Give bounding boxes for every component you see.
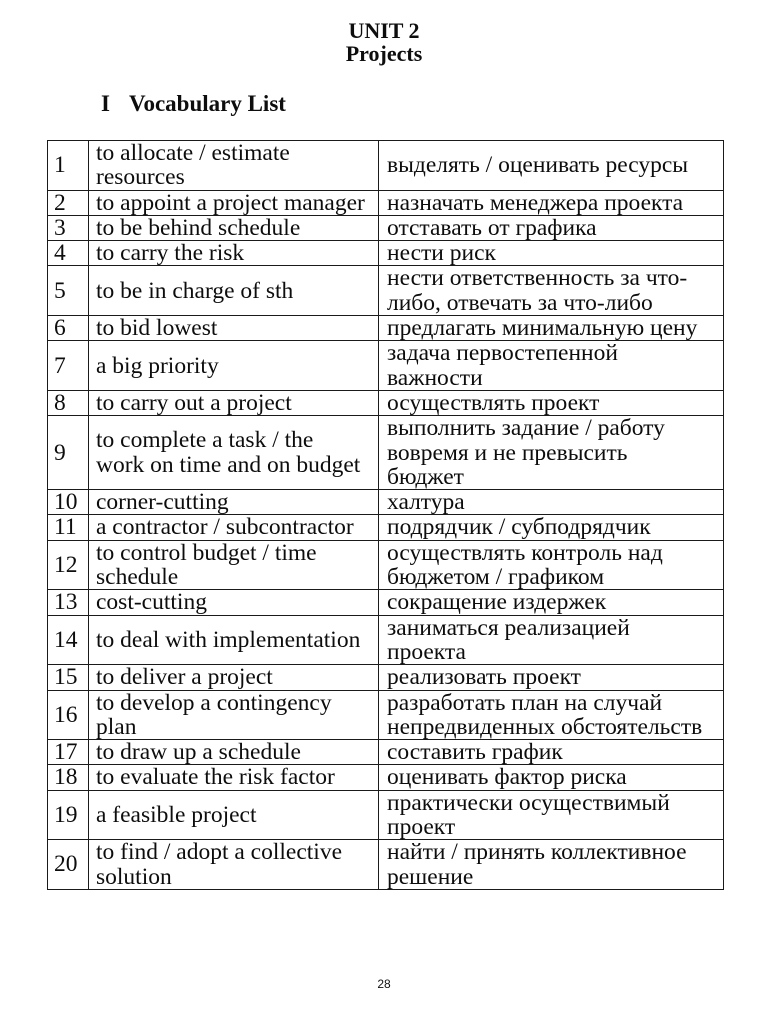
russian-translation-line: проекта xyxy=(387,638,466,665)
english-term-line: to deliver a project xyxy=(96,664,273,691)
unit-title: UNIT 2 xyxy=(348,18,420,43)
row-number: 19 xyxy=(54,801,78,828)
english-term-line: work on time and on budget xyxy=(96,451,361,478)
russian-translation-line: либо, отвечать за что-либо xyxy=(387,289,653,316)
english-term-line: a feasible project xyxy=(96,801,257,828)
russian-translation-line: выделять / оценивать ресурсы xyxy=(387,152,689,179)
english-term-cell xyxy=(89,390,379,415)
table-row xyxy=(48,490,724,515)
russian-translation-line: назначать менеджера проекта xyxy=(387,189,684,216)
table-row xyxy=(48,765,724,790)
english-term-cell xyxy=(89,341,379,391)
section-title: Vocabulary List xyxy=(128,91,286,116)
row-number-cell xyxy=(48,190,89,215)
russian-translation-cell xyxy=(379,690,724,740)
row-number: 10 xyxy=(54,489,78,516)
row-number: 13 xyxy=(54,589,78,616)
row-number: 18 xyxy=(54,764,78,791)
russian-translation-line: бюджет xyxy=(387,463,464,490)
row-number-cell xyxy=(48,416,89,490)
english-term-line: a contractor / subcontractor xyxy=(96,514,354,541)
row-number-cell xyxy=(48,215,89,240)
russian-translation-cell xyxy=(379,266,724,316)
row-number: 7 xyxy=(54,352,66,379)
english-term-line: cost-cutting xyxy=(96,589,207,616)
english-term-cell xyxy=(89,765,379,790)
russian-translation-line: выполнить задание / работу xyxy=(387,415,665,442)
russian-translation-line: найти / принять коллективное xyxy=(387,839,687,866)
table-row xyxy=(48,615,724,665)
table-row xyxy=(48,241,724,266)
section-number: I xyxy=(101,91,110,116)
table-row xyxy=(48,215,724,240)
english-term-cell xyxy=(89,190,379,215)
russian-translation-line: нести риск xyxy=(387,240,496,267)
english-term-line: to draw up a schedule xyxy=(96,739,301,766)
russian-translation-cell xyxy=(379,590,724,615)
page-number: 28 xyxy=(377,977,391,991)
russian-translation-line: сокращение издержек xyxy=(387,589,607,616)
table-row xyxy=(48,141,724,191)
table-row xyxy=(48,390,724,415)
row-number: 3 xyxy=(54,214,66,241)
row-number: 2 xyxy=(54,189,66,216)
row-number: 4 xyxy=(54,240,66,267)
russian-translation-cell xyxy=(379,790,724,840)
russian-translation-line: решение xyxy=(387,863,474,890)
russian-translation-line: разработать план на случай xyxy=(387,689,663,716)
row-number: 8 xyxy=(54,389,66,416)
russian-translation-line: подрядчик / субподрядчик xyxy=(387,514,651,541)
russian-translation-line: реализовать проект xyxy=(387,664,581,691)
english-term-line: to control budget / time xyxy=(96,539,317,566)
row-number: 15 xyxy=(54,664,78,691)
english-term-cell xyxy=(89,490,379,515)
russian-translation-cell xyxy=(379,190,724,215)
row-number-cell xyxy=(48,266,89,316)
english-term-cell xyxy=(89,790,379,840)
english-term-cell xyxy=(89,690,379,740)
english-term-cell xyxy=(89,241,379,266)
russian-translation-cell xyxy=(379,740,724,765)
english-term-line: plan xyxy=(96,713,137,740)
row-number-cell xyxy=(48,390,89,415)
row-number: 1 xyxy=(54,152,66,179)
row-number-cell xyxy=(48,590,89,615)
russian-translation-cell xyxy=(379,490,724,515)
table-row xyxy=(48,540,724,590)
english-term-cell xyxy=(89,840,379,890)
english-term-line: to be behind schedule xyxy=(96,214,301,241)
row-number-cell xyxy=(48,540,89,590)
row-number-cell xyxy=(48,665,89,690)
table-row xyxy=(48,416,724,490)
english-term-cell xyxy=(89,590,379,615)
russian-translation-line: практически осуществимый xyxy=(387,789,670,816)
row-number-cell xyxy=(48,515,89,540)
row-number: 16 xyxy=(54,701,78,728)
row-number-cell xyxy=(48,690,89,740)
english-term-line: to appoint a project manager xyxy=(96,189,365,216)
english-term-line: to carry out a project xyxy=(96,389,292,416)
english-term-cell xyxy=(89,266,379,316)
english-term-line: to develop a contingency xyxy=(96,689,332,716)
english-term-line: to be in charge of sth xyxy=(96,277,294,304)
row-number-cell xyxy=(48,141,89,191)
vocabulary-table xyxy=(47,140,724,890)
row-number-cell xyxy=(48,341,89,391)
english-term-cell xyxy=(89,540,379,590)
russian-translation-line: составить график xyxy=(387,739,563,766)
table-row xyxy=(48,341,724,391)
table-row xyxy=(48,316,724,341)
russian-translation-cell xyxy=(379,416,724,490)
row-number: 6 xyxy=(54,315,66,342)
russian-translation-cell xyxy=(379,540,724,590)
row-number-cell xyxy=(48,316,89,341)
english-term-line: solution xyxy=(96,863,172,890)
english-term-line: to complete a task / the xyxy=(96,427,314,454)
russian-translation-cell xyxy=(379,341,724,391)
table-row xyxy=(48,840,724,890)
russian-translation-line: оценивать фактор риска xyxy=(387,764,627,791)
row-number: 14 xyxy=(54,626,78,653)
english-term-cell xyxy=(89,316,379,341)
english-term-line: to carry the risk xyxy=(96,240,245,267)
english-term-cell xyxy=(89,515,379,540)
english-term-line: to allocate / estimate xyxy=(96,140,290,166)
row-number-cell xyxy=(48,490,89,515)
russian-translation-line: заниматься реализацией xyxy=(387,614,630,641)
table-row xyxy=(48,665,724,690)
english-term-line: corner-cutting xyxy=(96,489,229,516)
russian-translation-line: вовремя и не превысить xyxy=(387,439,628,466)
russian-translation-line: предлагать минимальную цену xyxy=(387,315,698,342)
row-number-cell xyxy=(48,740,89,765)
table-row xyxy=(48,740,724,765)
russian-translation-line: непредвиденных обстоятельств xyxy=(387,713,703,740)
english-term-cell xyxy=(89,665,379,690)
table-row xyxy=(48,515,724,540)
russian-translation-cell xyxy=(379,515,724,540)
english-term-line: schedule xyxy=(96,564,179,591)
table-row xyxy=(48,690,724,740)
english-term-line: resources xyxy=(96,164,185,191)
row-number: 5 xyxy=(54,277,66,304)
russian-translation-line: отставать от графика xyxy=(387,214,597,241)
english-term-cell xyxy=(89,215,379,240)
russian-translation-line: важности xyxy=(387,364,483,391)
table-row xyxy=(48,190,724,215)
english-term-line: to evaluate the risk factor xyxy=(96,764,335,791)
english-term-cell xyxy=(89,615,379,665)
unit-subtitle: Projects xyxy=(345,41,423,66)
russian-translation-line: осуществлять контроль над xyxy=(387,539,663,566)
russian-translation-cell xyxy=(379,215,724,240)
table-row xyxy=(48,590,724,615)
russian-translation-line: проект xyxy=(387,814,456,841)
russian-translation-line: осуществлять проект xyxy=(387,389,600,416)
row-number-cell xyxy=(48,765,89,790)
row-number-cell xyxy=(48,790,89,840)
russian-translation-cell xyxy=(379,141,724,191)
vocabulary-table-body xyxy=(48,141,724,890)
russian-translation-cell xyxy=(379,316,724,341)
row-number: 9 xyxy=(54,439,66,466)
russian-translation-cell xyxy=(379,765,724,790)
russian-translation-cell xyxy=(379,390,724,415)
english-term-line: to deal with implementation xyxy=(96,626,361,653)
row-number: 20 xyxy=(54,851,78,878)
section-heading xyxy=(101,90,286,118)
english-term-line: to find / adopt a collective xyxy=(96,839,343,866)
row-number: 17 xyxy=(54,739,78,766)
russian-translation-cell xyxy=(379,665,724,690)
russian-translation-line: бюджетом / графиком xyxy=(387,564,605,591)
english-term-cell xyxy=(89,416,379,490)
table-row xyxy=(48,790,724,840)
russian-translation-cell xyxy=(379,615,724,665)
russian-translation-line: халтура xyxy=(387,489,465,516)
table-row xyxy=(48,266,724,316)
english-term-line: a big priority xyxy=(96,352,219,379)
row-number-cell xyxy=(48,241,89,266)
row-number: 11 xyxy=(54,514,77,541)
english-term-cell xyxy=(89,740,379,765)
row-number-cell xyxy=(48,840,89,890)
row-number-cell xyxy=(48,615,89,665)
english-term-line: to bid lowest xyxy=(96,315,218,342)
russian-translation-cell xyxy=(379,840,724,890)
row-number: 12 xyxy=(54,551,78,578)
russian-translation-line: нести ответственность за что- xyxy=(387,265,688,292)
russian-translation-line: задача первостепенной xyxy=(387,340,618,367)
english-term-cell xyxy=(89,141,379,191)
russian-translation-cell xyxy=(379,241,724,266)
